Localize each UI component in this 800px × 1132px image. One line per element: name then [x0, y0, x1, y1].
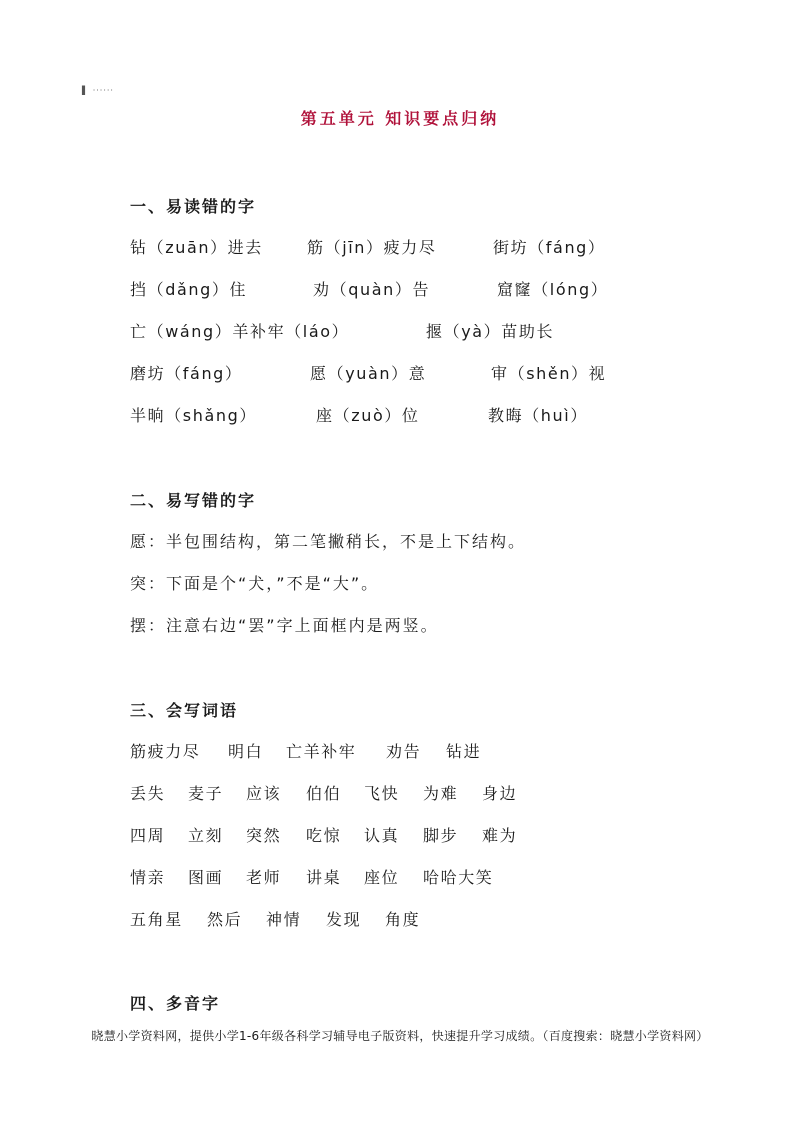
pinyin-row: [0, 277, 800, 303]
word-item: 劝告: [386, 742, 422, 761]
note-line: 摆：注意右边“罢”字上面框内是两竖。: [130, 616, 439, 635]
section-heading: 三、会写词语: [130, 701, 239, 720]
word-item: 立刻: [188, 826, 224, 845]
pinyin-item: 挡（dǎng）住: [130, 280, 248, 299]
word-item: 角度: [385, 910, 421, 929]
word-item: 哈哈大笑: [423, 868, 494, 887]
pinyin-row: [0, 235, 800, 261]
pinyin-item: 愿（yuàn）意: [310, 364, 427, 383]
pinyin-item: 教晦（huì）: [488, 406, 588, 425]
note-line: 愿：半包围结构，第二笔撇稍长，不是上下结构。: [130, 532, 527, 551]
word-item: 亡羊补牢: [286, 742, 357, 761]
pinyin-item: 半晌（shǎng）: [130, 406, 257, 425]
word-item: 麦子: [188, 784, 224, 803]
pinyin-item: 揠（yà）苗助长: [426, 322, 555, 341]
word-item: 认真: [364, 826, 400, 845]
word-item: 明白: [228, 742, 264, 761]
pinyin-item: 审（shěn）视: [491, 364, 607, 383]
word-item: 钻进: [446, 742, 482, 761]
word-item: 然后: [207, 910, 243, 929]
word-item: 脚步: [423, 826, 459, 845]
footer-note: 晓慧小学资料网，提供小学1-6年级各科学习辅导电子版资料，快速提升学习成绩。（百度搜索：晓慧小学资料网）: [91, 1029, 709, 1043]
page-title: 第五单元 知识要点归纳: [300, 109, 500, 128]
word-item: 图画: [188, 868, 224, 887]
word-item: 四周: [130, 826, 166, 845]
section-heading: 一、易读错的字: [130, 197, 257, 216]
word-item: 五角星: [130, 910, 183, 929]
word-item: 应该: [246, 784, 282, 803]
section-heading: 四、多音字: [130, 994, 221, 1013]
pinyin-item: 座（zuò）位: [316, 406, 420, 425]
word-item: 讲桌: [306, 868, 342, 887]
word-item: 情亲: [130, 868, 166, 887]
pinyin-row: [0, 319, 800, 345]
pinyin-item: 窟窿（lóng）: [497, 280, 609, 299]
pinyin-row: [0, 403, 800, 429]
word-row: [0, 739, 800, 765]
word-item: 筋疲力尽: [130, 742, 201, 761]
word-item: 飞快: [364, 784, 400, 803]
word-item: 伯伯: [306, 784, 342, 803]
word-item: 老师: [246, 868, 282, 887]
pinyin-item: 磨坊（fáng）: [130, 364, 243, 383]
word-row: [0, 907, 800, 933]
section-heading: 二、易写错的字: [130, 491, 257, 510]
pinyin-item: 钻（zuān）进去: [130, 238, 263, 257]
word-item: 神情: [266, 910, 302, 929]
word-row: [0, 823, 800, 849]
word-item: 发现: [326, 910, 362, 929]
pinyin-item: 亡（wáng）羊补牢（láo）: [130, 322, 350, 341]
word-item: 丢失: [130, 784, 166, 803]
word-item: 吃惊: [306, 826, 342, 845]
pinyin-row: [0, 361, 800, 387]
corner-mark: ▌ ······: [82, 86, 114, 95]
word-item: 突然: [246, 826, 282, 845]
word-row: [0, 865, 800, 891]
pinyin-item: 筋（jīn）疲力尽: [307, 238, 437, 257]
note-line: 突：下面是个“犬，”不是“大”。: [130, 574, 380, 593]
word-item: 座位: [364, 868, 400, 887]
word-row: [0, 781, 800, 807]
word-item: 为难: [423, 784, 459, 803]
pinyin-item: 街坊（fáng）: [493, 238, 606, 257]
word-item: 难为: [482, 826, 518, 845]
word-item: 身边: [482, 784, 518, 803]
pinyin-item: 劝（quàn）告: [313, 280, 431, 299]
